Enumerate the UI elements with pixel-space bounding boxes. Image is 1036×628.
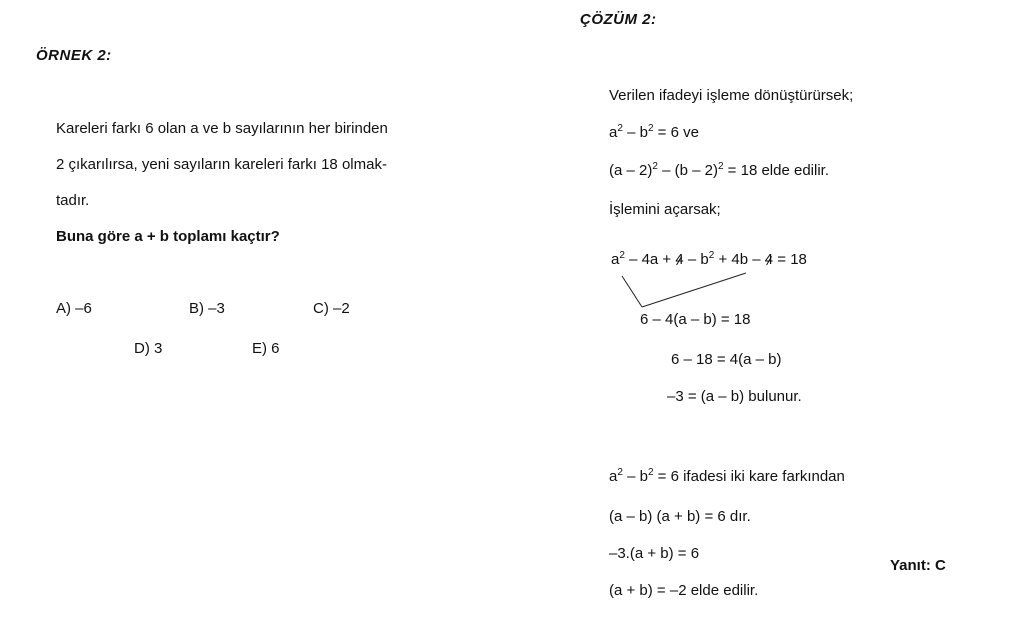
difference-of-squares: $a^2 - b^2 = 6$ ifadesi iki kare farkından	[609, 467, 845, 485]
option-e: E) 6	[252, 340, 280, 357]
solution-heading: ÇÖZÜM 2:	[580, 11, 657, 28]
step-1: 6 – 4(a – b) = 18	[640, 311, 751, 328]
option-b: B) –3	[189, 300, 225, 317]
expanded-equation: $a^2 - 4a + 4 - b^2 + 4b - 4 = 18$	[611, 250, 807, 268]
cancelled-four: 4	[675, 251, 684, 268]
step-3: –3 = (a – b) bulunur.	[667, 388, 802, 405]
option-d: D) 3	[134, 340, 163, 357]
factored-form: (a – b) (a + b) = 6 dır.	[609, 508, 751, 525]
option-c: C) –2	[313, 300, 350, 317]
question-line-1: Kareleri farkı 6 olan a ve b sayılarının her birinden	[56, 120, 388, 137]
cancelled-four: 4	[764, 251, 774, 268]
equation-squares-difference: $a^2 - b^2 = 6$ ve	[609, 123, 699, 141]
question-line-2: 2 çıkarılırsa, yeni sayıların kareleri farkı 18 olmak-	[56, 156, 387, 173]
final-result: (a + b) = –2 elde edilir.	[609, 582, 759, 599]
solution-intro: Verilen ifadeyi işleme dönüştürürsek;	[609, 87, 854, 104]
step-2: 6 – 18 = 4(a – b)	[671, 351, 782, 368]
example-heading: ÖRNEK 2:	[36, 47, 112, 64]
equation-shifted-squares: (a – 2)$^2$ – (b – 2)$^2$ = 18 elde edilir.	[609, 161, 830, 179]
substitution: –3.(a + b) = 6	[609, 545, 700, 562]
question-line-3: tadır.	[56, 192, 90, 209]
option-a: A) –6	[56, 300, 92, 317]
answer-label: Yanıt: C	[890, 557, 946, 574]
expand-intro: İşlemini açarsak;	[609, 201, 721, 218]
question-prompt: Buna göre a + b toplamı kaçtır?	[56, 228, 280, 245]
